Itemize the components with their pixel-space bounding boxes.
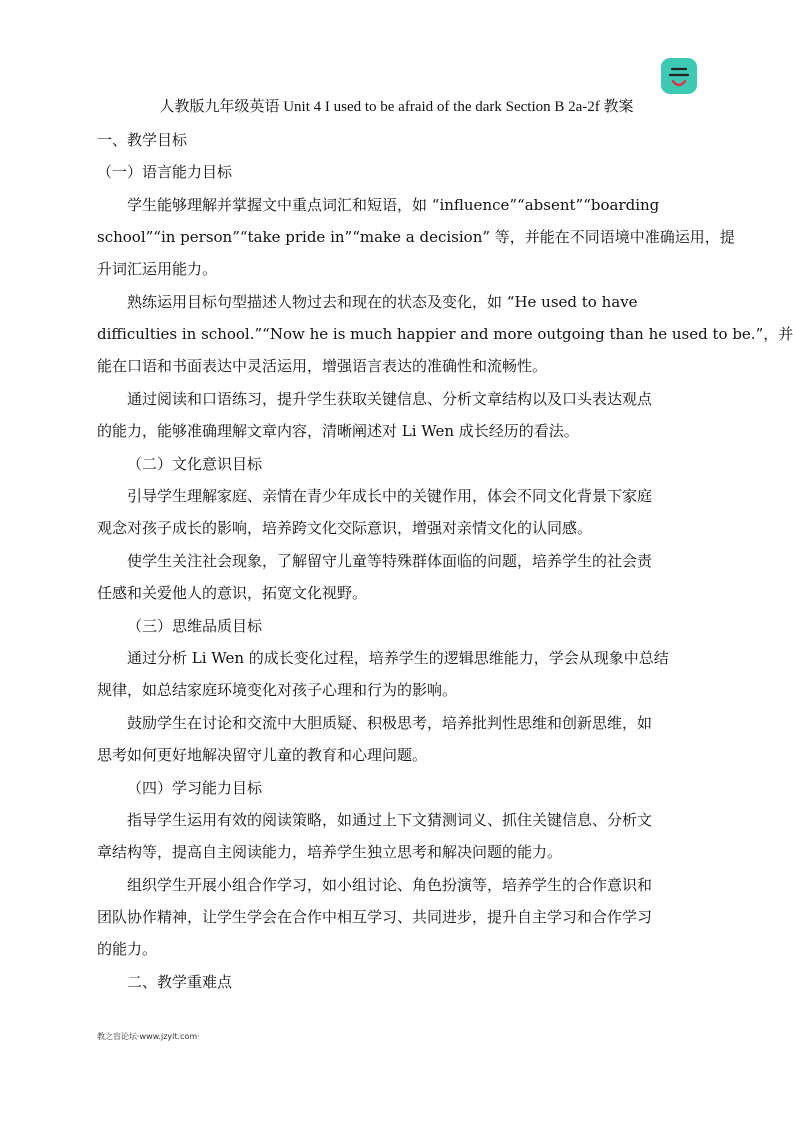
paragraph-line: 组织学生开展小组合作学习，如小组讨论、角色扮演等，培养学生的合作意识和: [127, 876, 653, 894]
paragraph-line: 通过分析 Li Wen 的成长变化过程，培养学生的逻辑思维能力，学会从现象中总结: [127, 649, 669, 667]
paragraph-line: 能在口语和书面表达中灵活运用，增强语言表达的准确性和流畅性。: [97, 357, 548, 375]
paragraph-line: 熟练运用目标句型描述人物过去和现在的状态及变化，如 “He used to have: [127, 293, 638, 311]
subsection-heading: （一）语言能力目标: [97, 163, 233, 181]
paragraph-line: 升词汇运用能力。: [97, 260, 218, 278]
paragraph-line: 的能力。: [97, 940, 158, 958]
paragraph-line: 思考如何更好地解决留守儿童的教育和心理问题。: [97, 746, 428, 764]
page-footer: 教之盲论坛·www.jzylt.com·: [97, 1032, 200, 1041]
paragraph-line: school”“in person”“take pride in”“make a decision” 等，并能在不同语境中准确运用，提: [97, 228, 735, 246]
paragraph-line: 团队协作精神，让学生学会在合作中相互学习、共同进步，提升自主学习和合作学习: [97, 908, 653, 926]
subsection-heading: （三）思维品质目标: [127, 617, 263, 635]
document-logo-icon: [661, 58, 697, 94]
document-title: 人教版九年级英语 Unit 4 I used to be afraid of the dark Section B 2a-2f 教案: [159, 99, 634, 115]
paragraph-line: 指导学生运用有效的阅读策略，如通过上下文猜测词义、抓住关键信息、分析文: [127, 811, 653, 829]
paragraph-line: 鼓励学生在讨论和交流中大胆质疑、积极思考，培养批判性思维和创新思维，如: [127, 714, 653, 732]
paragraph-line: 通过阅读和口语练习，提升学生获取关键信息、分析文章结构以及口头表达观点: [127, 390, 653, 408]
paragraph-line: 的能力，能够准确理解文章内容，清晰阐述对 Li Wen 成长经历的看法。: [97, 422, 579, 440]
paragraph-line: 章结构等，提高自主阅读能力，培养学生独立思考和解决问题的能力。: [97, 843, 563, 861]
subsection-heading: （四）学习能力目标: [127, 779, 263, 797]
paragraph-line: 任感和关爱他人的意识，拓宽文化视野。: [97, 584, 368, 602]
section-heading: 二、教学重难点: [127, 973, 233, 991]
paragraph-line: 规律，如总结家庭环境变化对孩子心理和行为的影响。: [97, 681, 458, 699]
paragraph-line: difficulties in school.”“Now he is much happier and more outgoing than he used to be.”，并: [97, 325, 793, 343]
paragraph-line: 学生能够理解并掌握文中重点词汇和短语，如 “influence”“absent”“boarding: [127, 196, 660, 214]
paragraph-line: 引导学生理解家庭、亲情在青少年成长中的关键作用，体会不同文化背景下家庭: [127, 487, 653, 505]
paragraph-line: 使学生关注社会现象，了解留守儿童等特殊群体面临的问题，培养学生的社会责: [127, 552, 653, 570]
subsection-heading: （二）文化意识目标: [127, 455, 263, 473]
section-heading: 一、教学目标: [97, 131, 188, 149]
paragraph-line: 观念对孩子成长的影响，培养跨文化交际意识，增强对亲情文化的认同感。: [97, 519, 593, 537]
